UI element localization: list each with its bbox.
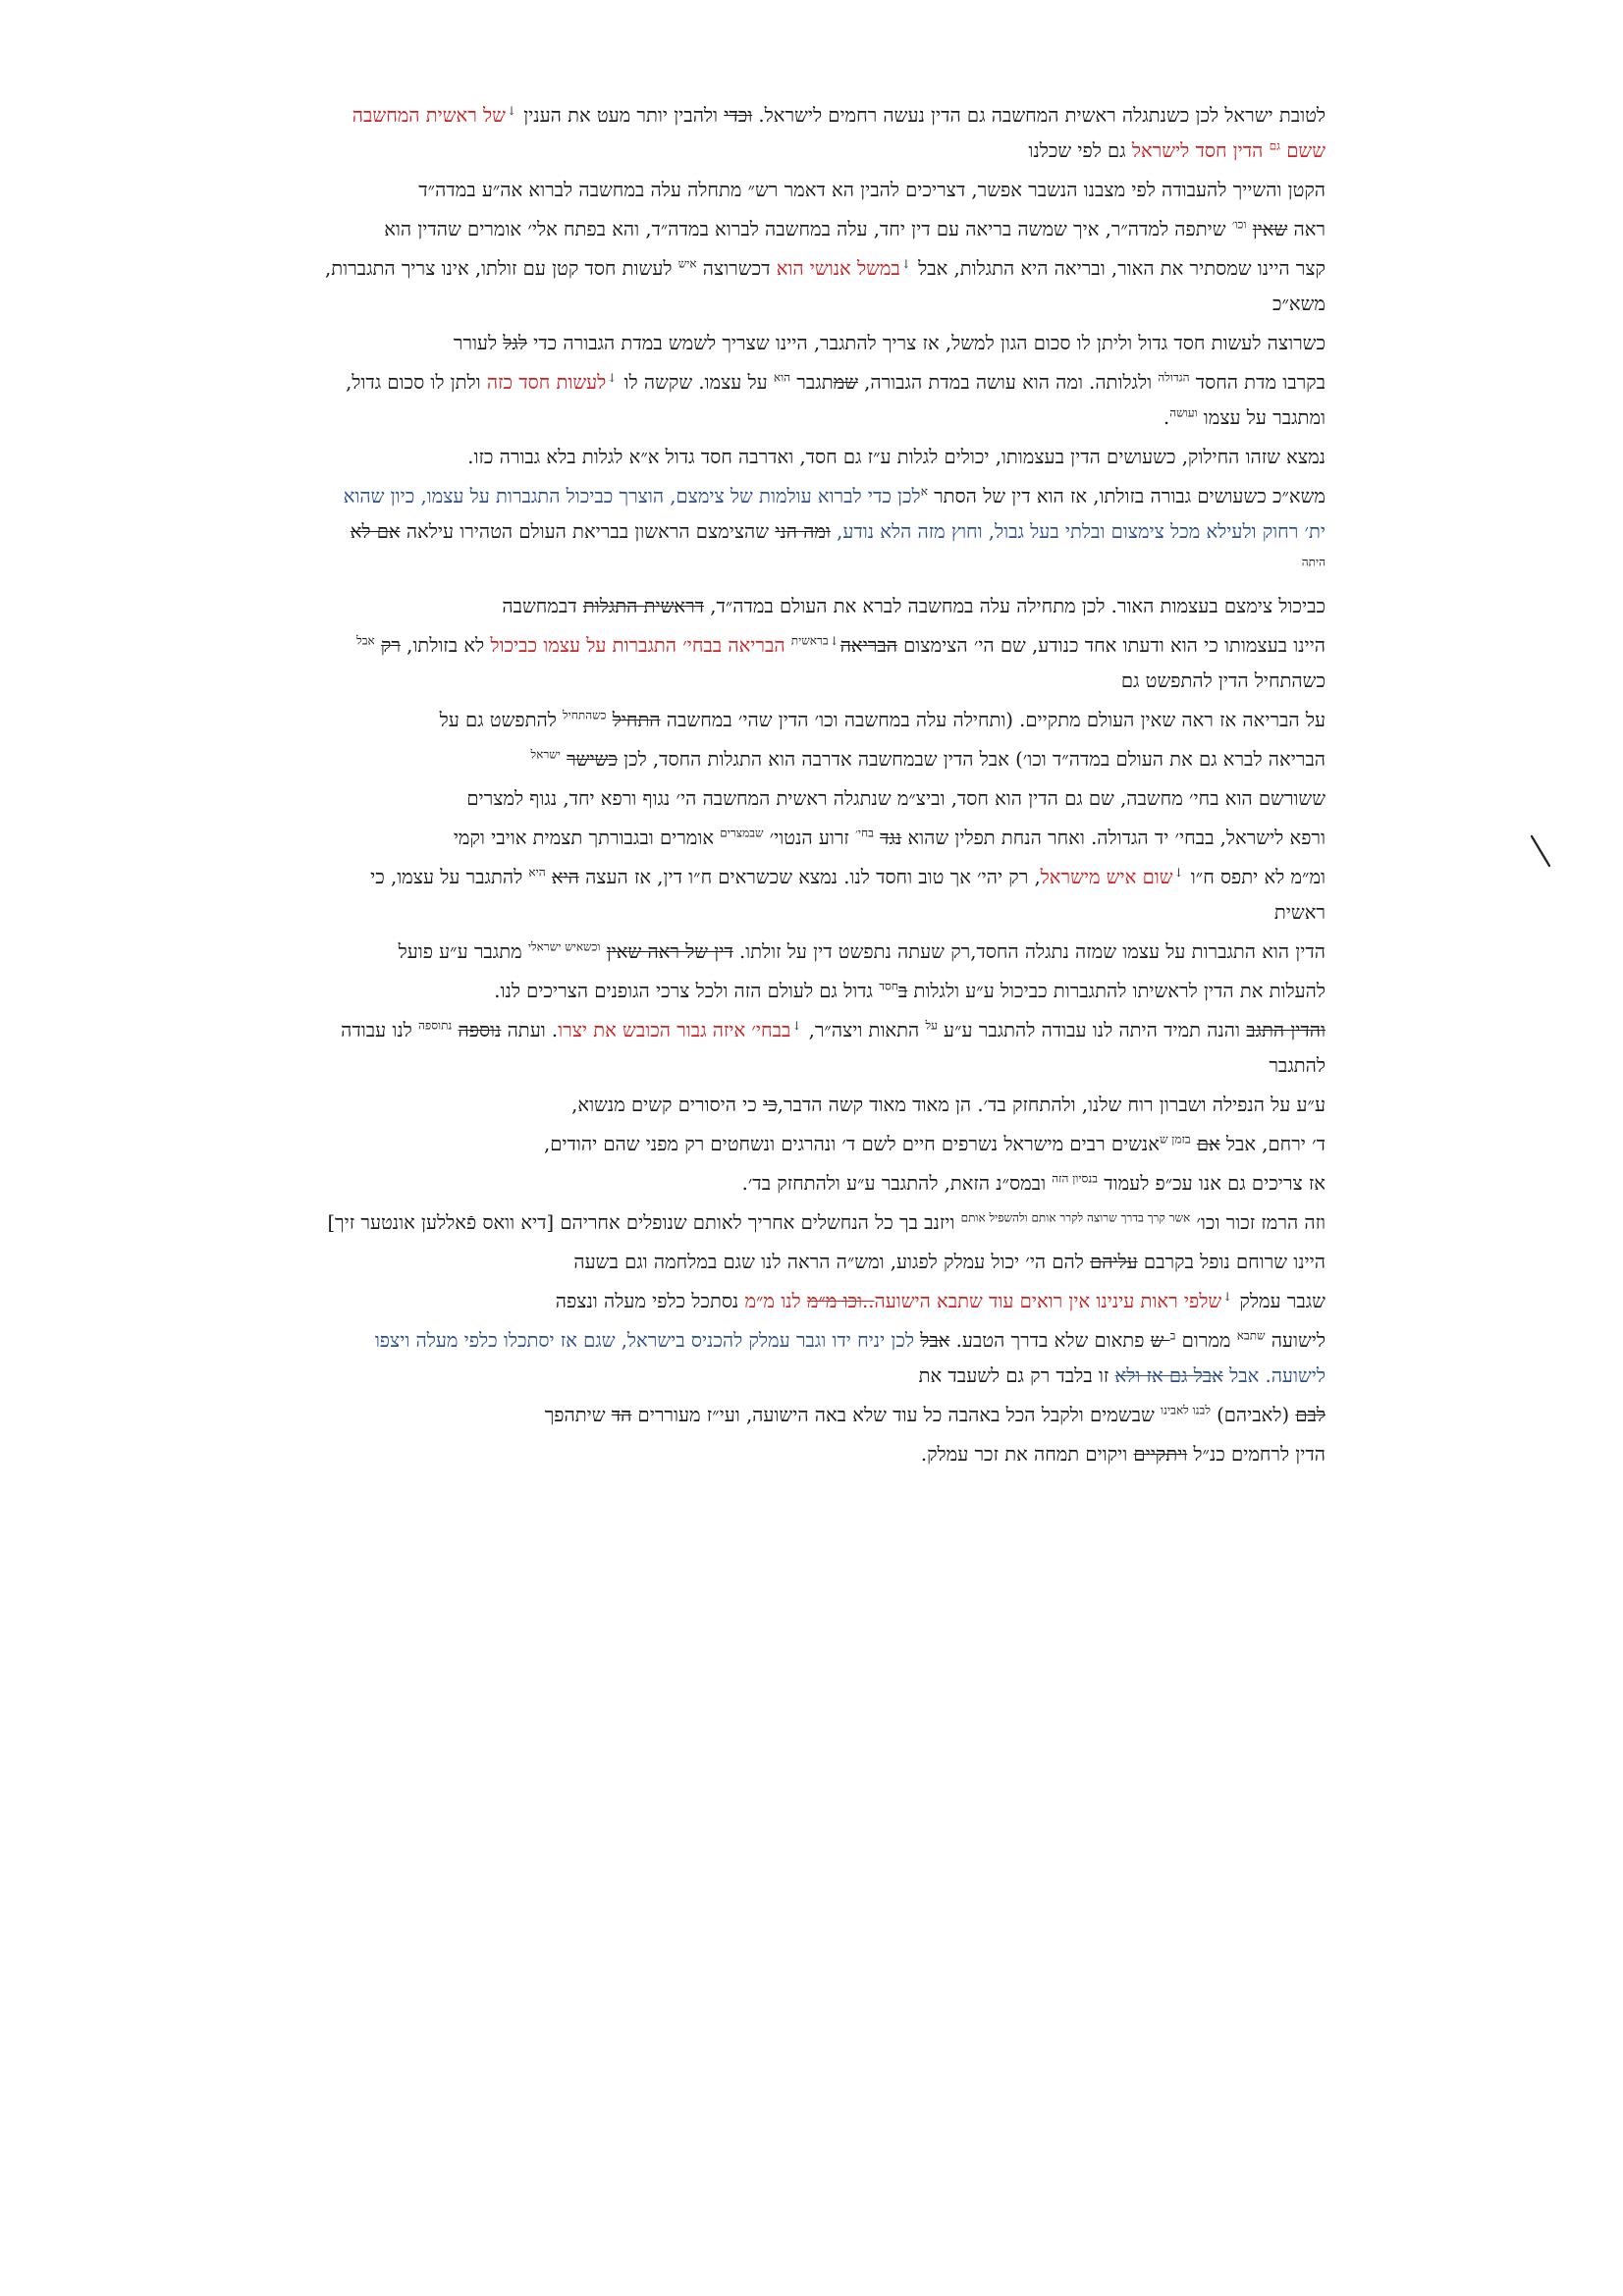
struck-text: רק	[380, 634, 401, 657]
text-run: . ועתה	[501, 1019, 559, 1041]
text-run: הדין הוא התגברות על עצמו שמזה נתגלה החסד,רק שעתה נתפשט דין על זולתו.	[732, 940, 1325, 963]
text-run: שגבר עמלק	[1233, 1290, 1325, 1312]
red-insertion: הבריאה בבחי׳ התגברות על עצמו כביכול	[490, 634, 785, 657]
text-run: זרוע הנטוי׳	[763, 827, 856, 849]
struck-text: וכדי	[724, 104, 753, 127]
interlinear-insertion: היא	[528, 865, 546, 880]
text-line	[324, 589, 1325, 624]
text-run: .	[1163, 406, 1170, 429]
struck-text: התחיל	[612, 709, 661, 731]
text-run: לישועה	[1265, 1329, 1325, 1352]
text-run: ויקוים תמחה את זכר עמלק.	[920, 1443, 1134, 1466]
interlinear-insertion: חסד	[879, 979, 898, 993]
struck-text: עליהם	[1090, 1251, 1138, 1273]
text-run: הדין לרחמים כנ״ל	[1187, 1443, 1325, 1466]
text-line: והדין התגב והנה תמיד היתה לנו עבודה להתגבר ע״ע $^{על}$ התאות ויצה״ר, ↓בבחי׳ איזה גבור הכובש את יצרו. ועתה נוספה $^{נתוספה}$ לנו עבודה להתגבר	[341, 1018, 1325, 1077]
text-run: ורפא לישראל, בבחי׳ יד הגדולה. ואחר הנחת תפלין שהוא	[901, 827, 1325, 849]
interlinear-insertion: על	[925, 1018, 938, 1033]
interlinear-insertion: בחי׳	[855, 826, 874, 840]
struck-text: אבל גם אז ולא	[1114, 1364, 1223, 1387]
text-line	[324, 326, 1325, 361]
text-line	[324, 173, 1325, 208]
text-run: והנה תמיד היתה לנו עבודה להתגבר ע״ע	[937, 1019, 1247, 1041]
text-run: היינו בעצמותו כי הוא ודעתו אחד כנודע, שם הי׳ הצימצום	[896, 634, 1325, 657]
text-run: התאות ויצה״ר,	[802, 1019, 926, 1041]
text-run: ולתן לו סכום גדול, ומתגבר על עצמו	[346, 371, 1325, 429]
struck-text: שמ	[833, 371, 858, 394]
text-run: שיתפה למדה״ר, איך שמשה בריאה עם דין יחד, עלה במחשבה לברוא במדה״ד, והא בפתח אלי׳ אומרים שהדין הוא	[384, 218, 1232, 240]
interlinear-insertion: א	[920, 484, 928, 499]
red-insertion: במשל אנושי הוא	[776, 257, 900, 280]
struck-text: דין של ראה שאין	[606, 940, 733, 963]
text-line	[324, 1323, 1325, 1394]
struck-text: היא	[551, 866, 579, 888]
text-run: על עצמו. שקשה לו	[618, 371, 774, 394]
struck-text: ש	[1150, 1329, 1170, 1352]
text-line	[324, 1205, 1325, 1241]
text-run: אנשים רבים מישראל נשרפים חיים לשם ד׳ ונהרגים ונשחטים רק מפני שהם יהודים,	[544, 1133, 1160, 1155]
interlinear-insertion: לבנו לאבינו	[1161, 1403, 1211, 1417]
interlinear-insertion: הגדולה	[1158, 370, 1190, 385]
interlinear-insertion: ועושה	[1169, 405, 1198, 420]
text-run: על הבריאה אז ראה שאין העולם מתקיים. (ותחילה עלה במחשבה וכו׳ הדין שהי׳ במחשבה	[660, 709, 1325, 731]
interlinear-insertion: איש	[677, 256, 697, 271]
text-run: וזה הרמז זכור וכו׳	[1190, 1211, 1325, 1234]
text-run: אומרים ובגבורתך תצמית אויבי וקמי	[453, 827, 721, 849]
text-run: ויזנב בך כל הנחשלים אחריך לאותם שנופלים אחריהם [דיא וואס פֿאללען אונטער זיך]	[327, 1211, 961, 1234]
text-line: בקרבו מדת החסד $^{הגדולה}$ ולגלותה. ומה הוא עושה במדת הגבורה, שמתגבר $^{הוא}$ על עצמו. שקשה לו ↓לעשות חסד כזה ולתן לו סכום גדול, ומתגבר על עצמו $^{ועושה}$.	[346, 370, 1325, 429]
struck-text: הבריאה	[839, 634, 897, 657]
struck-text: נגד	[880, 827, 902, 849]
text-run: כשהתחיל הדין להתפשט גם	[1120, 669, 1325, 692]
blue-insertion: אבל	[1222, 1364, 1260, 1387]
text-run: הקטן והשייך להעבודה לפי מצבנו הנשבר אפשר, דצריכים להבין הא דאמר רש״ מתחלה עלה במחשבה לברוא אה״ע במדה״ד	[418, 179, 1325, 201]
red-insertion: בבחי׳ איזה גבור הכובש את יצרו	[558, 1019, 791, 1041]
text-run: נסתכל כלפי מעלה ונצפה	[555, 1290, 745, 1312]
text-run: כשרוצה לעשות חסד גדול וליתן לו סכום הגון למשל, אז צריך להתגבר, היינו שצריך לשמש במדת הגבורה כדי	[526, 332, 1325, 354]
struck-text: דראשית התגלות	[582, 595, 705, 617]
text-line	[324, 781, 1325, 817]
text-run: כביכול צימצם בעצמות האור. לכן מתחילה עלה במחשבה לברא את העולם במדה״ד,	[704, 595, 1325, 617]
text-line	[324, 212, 1325, 247]
text-line	[324, 742, 1325, 777]
red-insertion: שום איש מישראל	[1040, 866, 1173, 888]
text-run: גדול גם לעולם הזה ולכל צרכי הגופנים הצריכים לנו.	[494, 980, 880, 1002]
struck-text: לגל	[503, 332, 527, 354]
text-run: קצר היינו שמסתיר את האור, ובריאה היא התגלות, אבל	[911, 257, 1325, 280]
text-line: ומ״מ לא יתפס ח״ו ↓שום איש מישראל, רק יהי׳ אך טוב וחסד לנו. נמצא שכשראים ח״ו דין, אז העצה היא $^{היא}$ להתגבר על עצמו, כי ראשית	[370, 865, 1325, 924]
red-insertion: של ראשית המחשבה ששם	[352, 104, 1325, 162]
text-line	[324, 703, 1325, 738]
text-run: ממרום	[1175, 1329, 1237, 1352]
text-run: דכשרוצה	[696, 257, 777, 280]
interlinear-insertion: היתה	[1301, 555, 1325, 569]
document-text	[324, 98, 1325, 1476]
interlinear-insertion: שתבא	[1236, 1328, 1266, 1343]
struck-text: ומה הני	[775, 520, 831, 543]
text-run: משא״כ כשעושים גבורה בזולתו, אז הוא דין של הסתר	[927, 485, 1325, 507]
text-run: לעורר	[453, 332, 504, 354]
text-run: להתגבר על עצמו, כי ראשית	[370, 866, 1325, 924]
text-line: שגבר עמלק ↓שלפי ראות עינינו אין רואים עוד שתבא הישועה..וכו מ״מ לנו מ״מ נסתכל כלפי מעלה ונצפה	[555, 1289, 1325, 1312]
interlinear-insertion: ישראל	[530, 747, 561, 762]
struck-text: כשישר	[567, 748, 618, 771]
text-run: ראה	[1287, 218, 1325, 240]
text-line: לטובת ישראל לכן כשנתגלה ראשית המחשבה גם הדין נעשה רחמים לישראל. וכדי ולהבין יותר מעט את הענין ↓של ראשית המחשבה ששם $^{גם}$ הדין חסד לישראל גם לפי שכלנו	[352, 103, 1325, 162]
struck-text: שאין	[1252, 218, 1288, 240]
interlinear-insertion: אשר קרך בדרך שרוצה לקרר אותם ולהשפיל אותם	[960, 1210, 1191, 1225]
red-insertion: שלפי ראות עינינו אין רואים עוד שתבא הישועה	[874, 1290, 1222, 1312]
struck-text: כי	[763, 1094, 778, 1116]
red-insertion: הדין חסד לישראל	[1131, 139, 1270, 162]
struck-text: ב	[897, 980, 908, 1002]
text-run: מתגבר ע״ע פועל	[398, 940, 528, 963]
text-run: לעשות חסד קטן עם זולתו, אינו צריך התגברות, משא״כ	[325, 257, 1325, 315]
struck-text: אם	[1196, 1133, 1220, 1155]
text-run: גם לפי שכלנו	[1028, 139, 1132, 162]
interlinear-insertion: נתוספה	[418, 1018, 453, 1033]
interlinear-insertion: גם	[1269, 138, 1281, 153]
text-run: ע״ע על הנפילה ושברון רוח שלנו, ולהתחזק בד׳. הן מאוד מאוד קשה הדבר,	[777, 1094, 1325, 1116]
interlinear-insertion: בנסיון הזה	[1052, 1171, 1099, 1186]
blue-insertion: לכן יניח ידו וגבר עמלק להכניס בישראל, שגם אז יסתכלו כלפי מעלה ויצפו לישועה.	[374, 1329, 1325, 1387]
text-run: היינו שרוחם נופל בקרבם	[1137, 1251, 1325, 1273]
interlinear-insertion: ב	[1169, 1328, 1176, 1343]
interlinear-insertion: בזמן ש	[1159, 1132, 1191, 1147]
struck-text: אבל	[920, 1329, 950, 1352]
text-run: הבריאה לברא גם את העולם במדה״ד וכו׳) אבל הדין שבמחשבה אדרבה הוא התגלות החסד, לכן	[617, 748, 1325, 771]
text-run: זו בלבד רק גם לשעבד את	[918, 1364, 1115, 1387]
text-run: דבמחשבה	[502, 595, 583, 617]
text-line	[324, 1398, 1325, 1433]
text-run: תגבר	[790, 371, 834, 394]
struck-text: הד	[611, 1404, 632, 1426]
struck-text: אם לא	[350, 520, 401, 543]
struck-text: נוספה	[458, 1019, 502, 1041]
text-line	[324, 1127, 1325, 1162]
text-run: בקרבו מדת החסד	[1189, 371, 1325, 394]
text-run: להעלות את הדין לראשיתו להתגברות כביכול ע״ע ולגלות	[907, 980, 1325, 1002]
blue-insertion: לכן כדי לברוא עולמות של צימצם, הוצרך כביכול התגברות על עצמו, כיון שהוא ית׳ רחוק ולעילא מכל צימצום ובלתי בעל גבול, וחוץ מזה הלא נודע,	[343, 485, 1325, 543]
text-line	[324, 974, 1325, 1009]
text-run: ובמס״נ הזאת, להתגבר ע״ע ולהתחזק בד׳.	[741, 1172, 1053, 1195]
text-run: להם הי׳ יכול עמלק לפגוע, ומש״ה הראה לנו שגם במלחמה וגם בשעה	[573, 1251, 1091, 1273]
red-insertion: לנו מ״מ	[744, 1290, 807, 1312]
text-line	[324, 479, 1325, 585]
text-line	[324, 440, 1325, 475]
text-run: לטובת ישראל לכן כשנתגלה ראשית המחשבה גם הדין נעשה רחמים לישראל.	[752, 104, 1325, 127]
text-line	[324, 934, 1325, 970]
text-line: קצר היינו שמסתיר את האור, ובריאה היא התגלות, אבל ↓במשל אנושי הוא דכשרוצה $^{איש}$ לעשות חסד קטן עם זולתו, אינו צריך התגברות, משא״כ	[325, 256, 1325, 315]
text-run: לא בזולתו,	[400, 634, 491, 657]
interlinear-insertion: בראשית	[790, 633, 829, 648]
struck-text: ויתקיים	[1133, 1443, 1188, 1466]
interlinear-insertion: שבמצרים	[720, 826, 764, 840]
text-run: שבשמים ולקבל הכל באהבה כל עוד שלא באה הישועה, ועי״ז מעוררים	[631, 1404, 1162, 1426]
struck-text: לבם	[1295, 1404, 1325, 1426]
text-run: כי היסורים קשים מנשוא,	[571, 1094, 764, 1116]
text-line	[324, 1088, 1325, 1123]
text-run: ששורשם הוא בחי׳ מחשבה, שם גם הדין הוא חסד, וביצ״מ שנתגלה ראשית המחשבה הי׳ נגוף ורפא יחד, נגוף למצרים	[466, 787, 1325, 810]
text-line	[324, 1437, 1325, 1472]
interlinear-insertion: וכו׳	[1231, 217, 1247, 232]
text-run: נמצא שזהו החילוק, כשעושים הדין בעצמותו, יכולים לגלות ע״ז גם חסד, ואדרבה חסד גדול א״א לגלות בלא גבורה כזו.	[467, 446, 1325, 468]
struck-text: ..וכו מ״מ	[806, 1290, 875, 1312]
text-run: שהצימצם הראשון בבריאת העולם הטהירו עילאה	[400, 520, 776, 543]
text-run: פתאום שלא בדרך הטבע.	[949, 1329, 1151, 1352]
text-run: ולהבין יותר מעט את הענין	[517, 104, 725, 127]
struck-text: והדין התגב	[1246, 1019, 1325, 1041]
interlinear-insertion: וכשאיש ישראלי	[527, 939, 601, 954]
text-line	[324, 1245, 1325, 1280]
text-run: (לאביהם)	[1210, 1404, 1296, 1426]
red-insertion: לעשות חסד כזה	[486, 371, 607, 394]
text-run: ולגלותה. ומה הוא עושה במדת הגבורה,	[857, 371, 1159, 394]
text-line	[324, 1166, 1325, 1201]
text-run: שיתהפך	[544, 1404, 612, 1426]
interlinear-insertion: כשהתחיל	[563, 708, 607, 722]
text-run: לנו עבודה להתגבר	[341, 1019, 1325, 1077]
text-run: , רק יהי׳ אך טוב וחסד לנו. נמצא שכשראים ח״ו דין, אז העצה	[578, 866, 1041, 888]
interlinear-insertion: הוא	[773, 370, 791, 385]
interlinear-insertion: אבל	[356, 633, 375, 648]
text-run: ומ״מ לא יתפס ח״ו	[1184, 866, 1325, 888]
margin-stroke-mark	[1528, 834, 1553, 868]
text-run: להתפשט גם על	[439, 709, 564, 731]
text-run: אז צריכים גם אנו עכ״פ לעמוד	[1098, 1172, 1325, 1195]
text-run: ד׳ ירחם, אבל	[1219, 1133, 1325, 1155]
text-line	[324, 821, 1325, 856]
text-line: היינו בעצמותו כי הוא ודעתו אחד כנודע, שם הי׳ הצימצום הבריאה↓$^{בראשית}$ הבריאה בבחי׳ התגברות על עצמו כביכול לא בזולתו, רק $^{אבל}$ כשהתחיל הדין להתפשט גם	[356, 633, 1325, 692]
